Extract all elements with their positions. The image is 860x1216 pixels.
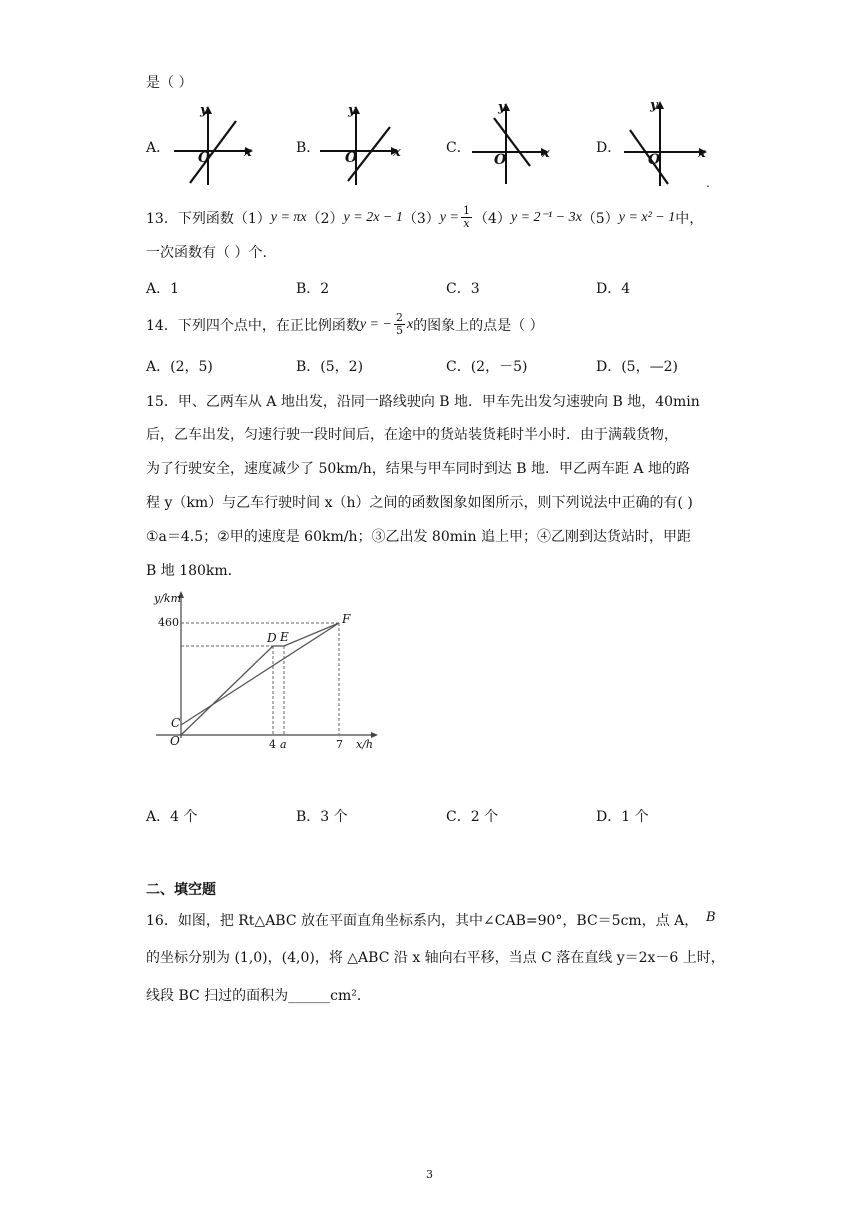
q12-a-origin: O <box>198 150 211 166</box>
q12-a-y: y <box>200 103 208 118</box>
q13-s2: （2） <box>306 210 344 227</box>
q15-graph-point-d: D <box>267 631 277 645</box>
q12-c-origin: O <box>494 152 507 168</box>
q14-fraction <box>394 312 405 337</box>
q13-f3-lhs: y = <box>439 209 459 225</box>
q12-b-y: y <box>348 103 356 118</box>
q15-line4: 程 y（km）与乙车行驶时间 x（h）之间的函数图象如图所示，则下列说法中正确的有( ) <box>146 495 693 511</box>
q14-option-c: C．(2，－5) <box>446 359 528 375</box>
q12-option-b-label: B． <box>296 140 321 156</box>
q13-option-a: A．1 <box>146 281 180 297</box>
q16-line2: 的坐标分别为 (1,0)，(4,0)，将 △ABC 沿 x 轴向右平移，当点 C 落在直线 y＝2x－6 上时， <box>146 950 725 966</box>
q12-option-a-label: A． <box>146 140 171 156</box>
q12-d-origin: O <box>648 152 661 168</box>
q16-line3: 线段 BC 扫过的面积为______cm²． <box>146 988 371 1004</box>
q14-f-lhs: y = − <box>359 316 392 332</box>
q14-f-den: 5 <box>395 324 403 337</box>
q12-dot: . <box>706 176 710 190</box>
q14-line1 <box>146 312 544 337</box>
q12-option-d-graph <box>620 98 716 188</box>
q14-f-rhs: x <box>406 316 414 332</box>
q15-graph-point-o: O <box>170 734 180 748</box>
q15-graph-xlabel: x/h <box>356 738 373 751</box>
q13-s4: （4） <box>473 210 511 227</box>
q15-option-b: B．3 个 <box>296 809 348 825</box>
q15-option-c: C．2 个 <box>446 809 499 825</box>
page-number: 3 <box>426 1168 433 1181</box>
q15-graph-point-f: F <box>342 612 351 626</box>
q14-option-b: B．(5，2) <box>296 359 364 375</box>
q12-tail: 是（ ） <box>146 75 193 91</box>
q15-graph-xtick-a: a <box>280 738 287 751</box>
q12-c-x: x <box>542 146 550 161</box>
q13-end: 中， <box>675 210 704 227</box>
q15-line6: B 地 180km． <box>146 563 242 579</box>
q13-f4: y = 2⁻¹ − 3x <box>510 210 582 225</box>
q13-f2: y = 2x − 1 <box>343 209 403 225</box>
q12-b-origin: O <box>345 150 358 166</box>
q15-graph-xtick-4: 4 <box>269 738 276 751</box>
q15-graph-ytick-460: 460 <box>158 616 179 629</box>
q13-f1: y = πx <box>270 209 307 225</box>
q15-graph-point-c: C <box>171 716 181 730</box>
q14-option-a: A．(2，5) <box>146 359 213 375</box>
q13-option-b: B．2 <box>296 281 330 297</box>
q15-option-d: D．1 个 <box>596 809 649 825</box>
q12-d-y: y <box>650 98 658 113</box>
q12-d-x: x <box>698 146 706 161</box>
q13-s5: （5） <box>581 210 619 227</box>
q14-option-d: D．(5，—2) <box>596 359 678 375</box>
q15-option-a: A．4 个 <box>146 809 198 825</box>
q15-graph-point-e: E <box>280 630 289 644</box>
q15-line1: 15．甲、乙两车从 A 地出发，沿同一路线驶向 B 地．甲车先出发匀速驶向 B 地，40min <box>146 394 700 410</box>
q14-suffix: 的图象上的点是（ ） <box>413 317 544 334</box>
q15-line3: 为了行驶安全，速度减少了 50km/h，结果与甲车同时到达 B 地．甲乙两车距 A 地的路 <box>146 461 690 477</box>
q15-graph-ylabel: y/km <box>154 592 182 605</box>
q13-line2: 一次函数有（ ）个. <box>146 245 267 261</box>
q13-f3-fraction <box>461 205 472 230</box>
q13-f5: y = x² − 1 <box>618 209 676 225</box>
q13-f3-num: 1 <box>462 204 470 217</box>
q16-line1a: 16．如图，把 Rt△ABC 放在平面直角坐标系内，其中∠CAB=90°，BC＝5cm，点 A， <box>146 913 699 929</box>
q12-c-y: y <box>498 100 506 115</box>
q12-option-d-label: D． <box>596 140 622 156</box>
q13-line1 <box>146 205 703 230</box>
q14-prefix: 14．下列四个点中，在正比例函数 <box>146 317 360 334</box>
section-fill-blank-title: 二、填空题 <box>146 882 216 898</box>
q13-option-d: D．4 <box>596 281 631 297</box>
q12-a-x: x <box>244 145 252 160</box>
q14-f-num: 2 <box>395 311 403 324</box>
q16-line1b: B <box>706 910 716 925</box>
q13-option-c: C．3 <box>446 281 480 297</box>
q12-option-c-graph <box>468 100 560 186</box>
q15-line5: ①a＝4.5；②甲的速度是 60km/h；③乙出发 80min 追上甲；④乙刚到达货站时，甲距 <box>146 529 691 545</box>
q13-number: 13．下列函数（1） <box>146 210 271 227</box>
q13-s3: （3） <box>402 210 440 227</box>
q15-line2: 后，乙车出发，匀速行驶一段时间后，在途中的货站装货耗时半小时．由于满载货物， <box>146 427 678 443</box>
q15-graph-xtick-7: 7 <box>336 738 343 751</box>
q12-b-x: x <box>393 145 401 160</box>
q12-option-c-label: C． <box>446 140 471 156</box>
q13-f3-den: x <box>463 217 470 230</box>
